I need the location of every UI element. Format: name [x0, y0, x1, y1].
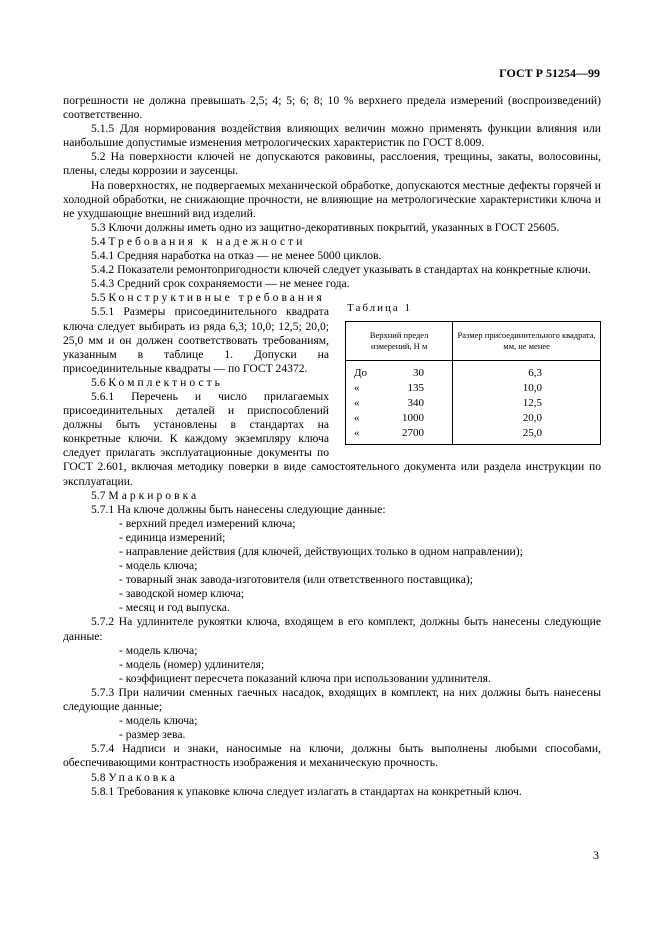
table-caption: Таблица 1	[347, 302, 413, 315]
list-item: - направление действия (для ключей, действующих только в одном направлении);	[119, 545, 523, 558]
list-item: - месяц и год выпуска.	[119, 601, 230, 615]
paragraph-5-8-1: 5.8.1 Требования к упаковке ключа следует излагать в стандартах на конкретный ключ.	[91, 784, 522, 798]
section-title: Требования к надежности	[108, 234, 306, 248]
table-1	[345, 321, 601, 445]
paragraph-5-7-1: 5.7.1 На ключе должны быть нанесены следующие данные:	[91, 502, 386, 516]
document-code: ГОСТ Р 51254—99	[499, 66, 600, 80]
row-prefix: «	[354, 396, 360, 409]
section-heading-5-4	[63, 235, 601, 249]
section-title: Упаковка	[108, 770, 178, 784]
page-content	[63, 94, 601, 799]
row-square-size: 25,0	[453, 425, 601, 445]
list-item: - верхний предел измерений ключа;	[119, 516, 296, 530]
list-item: - модель ключа;	[119, 559, 198, 573]
paragraph-5-7-2: 5.7.2 На удлинителе рукоятки ключа, входящем в его комплект, должны быть нанесены следующие данные:	[63, 615, 601, 643]
paragraph-continuation: погрешности не должна превышать 2,5; 4; 5; 6; 8; 10 % верхнего предела измерений (воспроизведений) соответственно.	[63, 94, 601, 122]
section-heading-5-8	[63, 771, 601, 785]
section-number: 5.8	[91, 770, 106, 784]
row-square-size: 12,5	[453, 395, 601, 410]
paragraph-5-7-3: 5.7.3 При наличии сменных гаечных насадок, входящих в комплект, на них должны быть нанесены следующие данные;	[63, 685, 601, 714]
table-header-upper-limit: Верхний предел измерений, Н м	[346, 322, 453, 361]
table-row	[346, 410, 601, 425]
list-item: - модель ключа;	[119, 714, 198, 728]
paragraph-5-2: 5.2 На поверхности ключей не допускаются раковины, расслоения, трещины, закаты, волосовины, плены, следы коррозии и заусенцы.	[63, 150, 601, 178]
row-prefix: «	[354, 426, 360, 439]
list-item: - единица измерений;	[119, 530, 226, 544]
row-upper-limit: 1000	[402, 411, 424, 424]
list-item: - товарный знак завода-изготовителя (или ответственного поставщика);	[119, 573, 473, 587]
section-title: Комплектность	[108, 375, 223, 389]
row-prefix: До	[354, 366, 368, 379]
row-prefix: «	[354, 381, 360, 394]
paragraph-5-7-4: 5.7.4 Надписи и знаки, наносимые на ключи, должны быть выполнены любыми способами, обеспечивающими контрастность изображения и механическую прочность.	[63, 742, 601, 770]
row-square-size: 20,0	[453, 410, 601, 425]
table-row	[346, 361, 601, 381]
section-heading-5-7	[63, 489, 601, 503]
section-title: Конструктивные требования	[108, 291, 325, 305]
paragraph-5-1-5: 5.1.5 Для нормирования воздействия влияющих величин можно применять функции влияния или наибольшие допустимые изменения метрологических характеристик по ГОСТ 8.009.	[63, 122, 601, 150]
row-prefix: «	[354, 411, 360, 424]
table-row	[346, 395, 601, 410]
paragraph-5-6-1: 5.6.1 Перечень и число прилагаемых присоединительных деталей и приспособлений должны быть установлены в стандартах на конкретные ключи. К каждому экземпляру ключа следует прилагать эксплуатационные документы по ГОСТ 2.601, включая методику поверки в виде самостоятельного документа или раздела инструкции по эксплуатации.	[63, 389, 601, 488]
row-square-size: 6,3	[453, 361, 601, 381]
list-item: - модель ключа;	[119, 643, 198, 657]
table-header-square-size: Размер присоединительного квадрата, мм, не менее	[453, 322, 601, 361]
row-upper-limit: 340	[407, 396, 424, 409]
list-item: - размер зева.	[119, 728, 186, 742]
paragraph-5-4-1: 5.4.1 Средняя наработка на отказ — не менее 5000 циклов.	[91, 249, 382, 263]
paragraph-5-5-1: 5.5.1 Размеры присоединительного квадрата ключа следует выбирать из ряда 6,3; 10,0; 12,5; 20,0; 25,0 мм и он должен соответствовать требованиям, указанным в таблице 1. Допуски на присоединительные квадраты — по ГОСТ 24372.	[63, 305, 329, 375]
list-item: - заводской номер ключа;	[119, 587, 245, 601]
paragraph-5-4-3: 5.4.3 Средний срок сохраняемости — не менее года.	[91, 277, 350, 291]
paragraph-5-3: 5.3 Ключи должны иметь одно из защитно-декоративных покрытий, указанных в ГОСТ 25605.	[91, 220, 560, 234]
paragraph-5-2-defects: На поверхностях, не подвергаемых механической обработке, допускаются местные дефекты горячей и холодной обработки, не снижающие прочности, не влияющие на метрологические характеристики ключа и не ухудшающие внешний вид изделий.	[63, 178, 601, 220]
table-1-block	[345, 301, 601, 445]
list-item: - коэффициент пересчета показаний ключа при использовании удлинителя.	[119, 671, 491, 685]
table-row	[346, 380, 601, 395]
row-upper-limit: 30	[413, 366, 424, 379]
section-number: 5.6	[91, 375, 106, 389]
section-number: 5.5	[91, 291, 106, 305]
table-row	[346, 425, 601, 445]
list-item: - модель (номер) удлинителя;	[119, 657, 265, 671]
paragraph-5-4-2: 5.4.2 Показатели ремонтопригодности ключей следует указывать в стандартах на конкретные ключи.	[91, 263, 591, 277]
row-square-size: 10,0	[453, 380, 601, 395]
section-number: 5.7	[91, 488, 106, 502]
section-number: 5.4	[91, 234, 106, 248]
row-upper-limit: 135	[407, 381, 424, 394]
page-number: 3	[593, 848, 599, 862]
section-title: Маркировка	[108, 488, 200, 502]
row-upper-limit: 2700	[402, 426, 424, 439]
